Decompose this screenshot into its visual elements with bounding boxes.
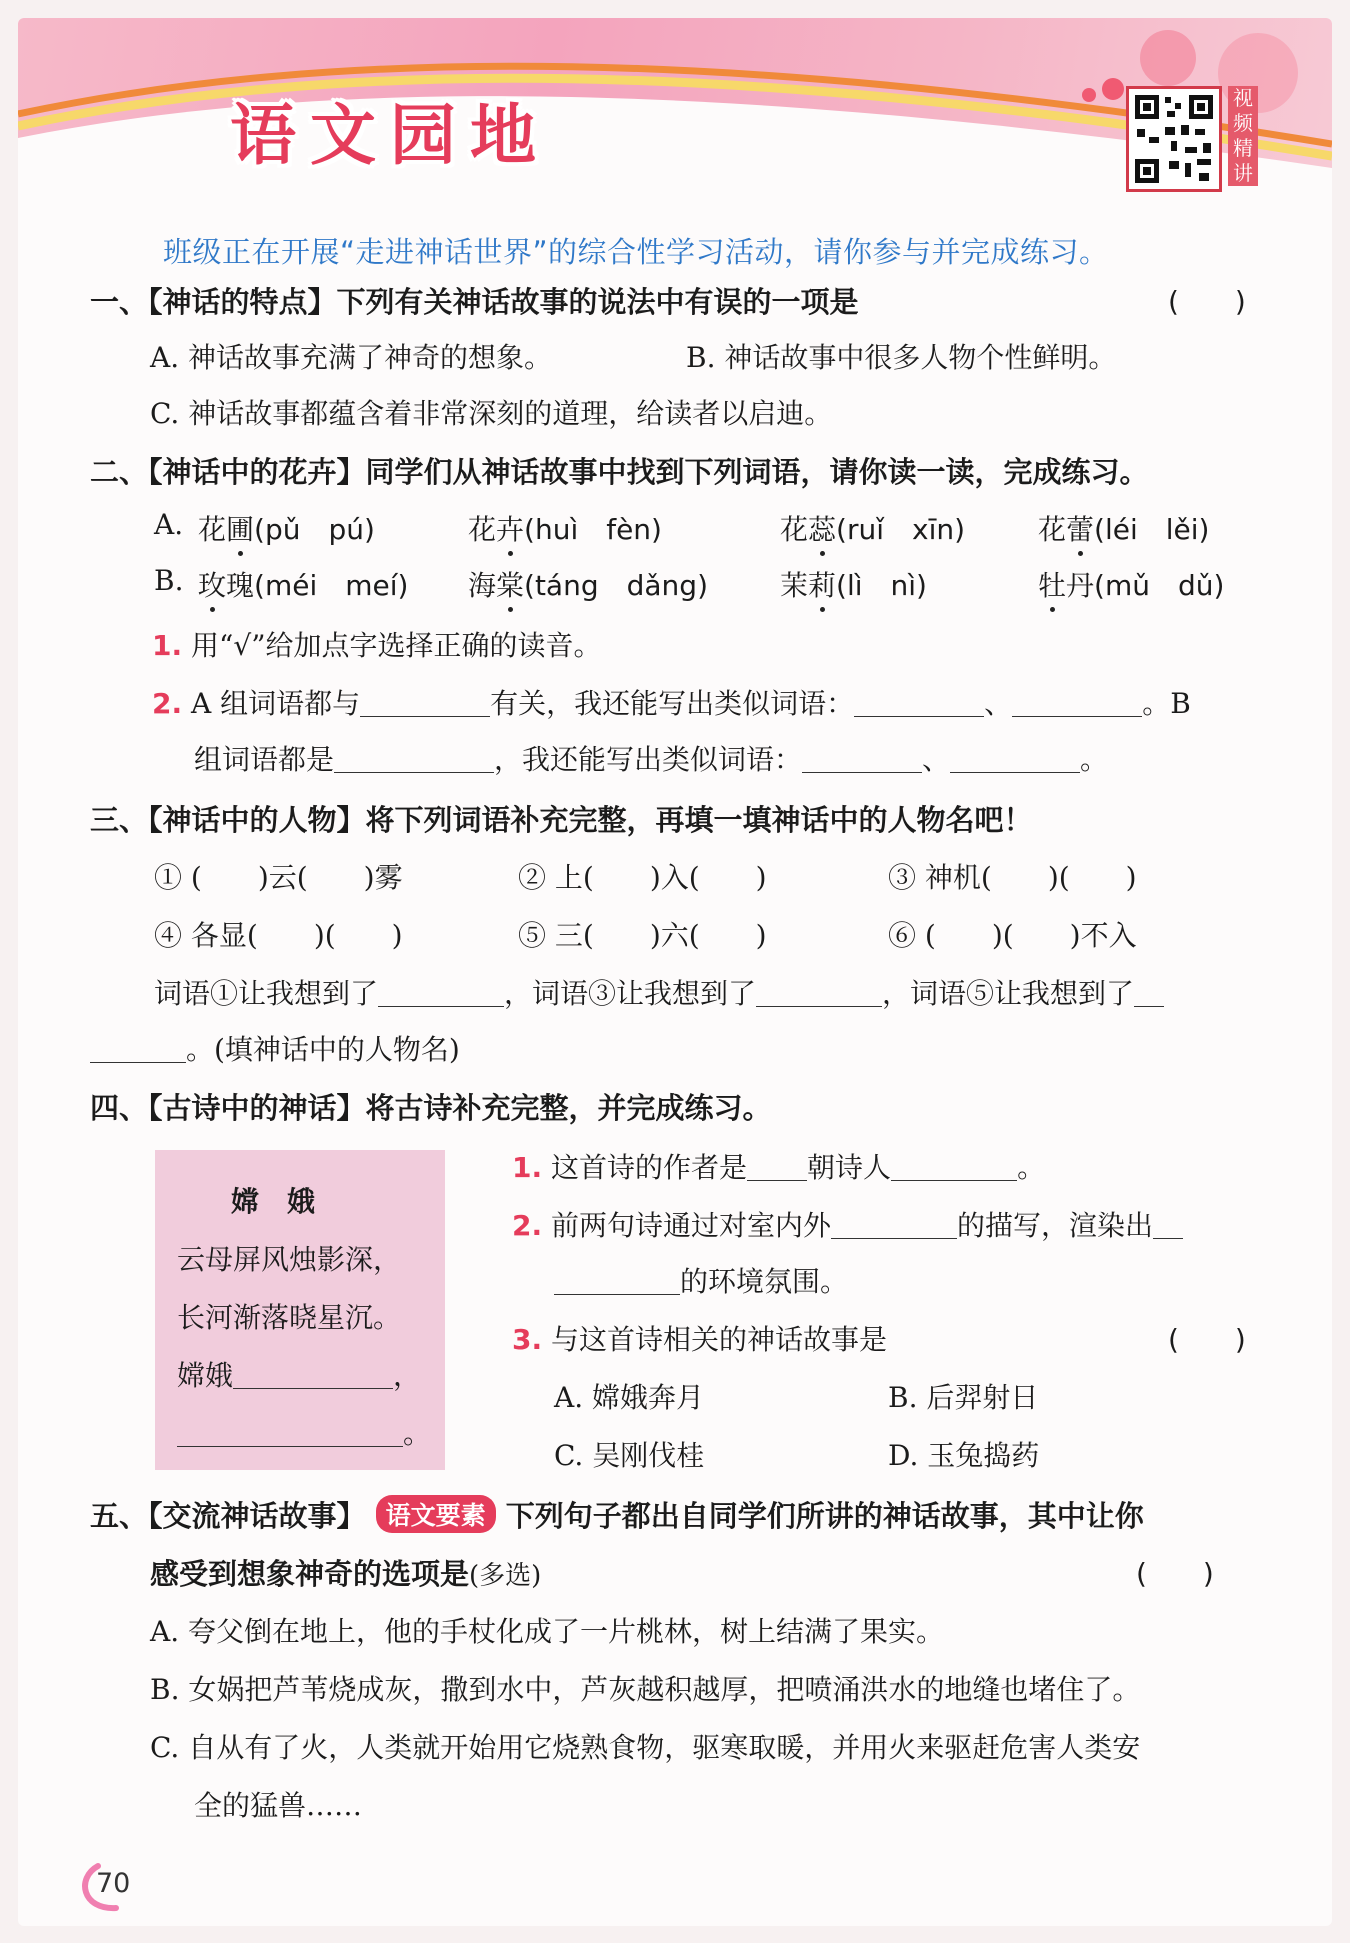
option-b: B. 女娲把芦苇烧成灰，撒到水中，芦灰越积越厚，把喷涌洪水的地缝也堵住了。 — [150, 1673, 1141, 1706]
word-item[interactable]: 花卉(huì fèn) — [468, 513, 662, 546]
workbook-page — [18, 18, 1332, 1926]
fill-blank[interactable] — [1012, 688, 1142, 717]
fill-blank[interactable] — [233, 1360, 393, 1389]
page-number: 70 — [96, 1868, 131, 1899]
word-item[interactable]: 花蕾(léi lěi) — [1038, 513, 1210, 546]
fill-blank[interactable] — [90, 1034, 186, 1063]
option-b: B. 神话故事中很多人物个性鲜明。 — [686, 341, 1117, 374]
fill-blank[interactable] — [334, 744, 494, 773]
fill-blank[interactable] — [802, 744, 922, 773]
qr-code-icon[interactable] — [1126, 86, 1222, 192]
poem-line: 云母屏风烛影深， — [177, 1243, 402, 1276]
option-c: C. 神话故事都蕴含着非常深刻的道理，给读者以启迪。 — [150, 397, 833, 430]
question-5-cont: 感受到想象神奇的选项是(多选) — [150, 1557, 542, 1591]
q4-sub2: 2. 前两句诗通过对室内外 的描写，渲染出 — [512, 1204, 1183, 1244]
fill-blank[interactable] — [891, 1152, 1017, 1181]
poem-title: 嫦 娥 — [231, 1185, 316, 1218]
page-title: 语文园地 — [230, 96, 550, 174]
fill-blank[interactable] — [1153, 1210, 1183, 1239]
idiom-item[interactable]: ⑤ 三( )六( ) — [518, 919, 767, 952]
word-item[interactable]: 花圃(pǔ pú) — [198, 513, 375, 546]
word-item[interactable]: 海棠(táng dǎng) — [468, 569, 708, 602]
fill-blank[interactable] — [378, 978, 504, 1007]
option-c: C. 吴刚伐桂 — [554, 1439, 705, 1472]
answer-paren[interactable]: ( ) — [1168, 1323, 1246, 1356]
option-c-cont: 全的猛兽…… — [194, 1789, 363, 1822]
q2-sub2-cont: 组词语都是 ，我还能写出类似词语： 、 。 — [194, 743, 1109, 776]
fill-blank[interactable] — [177, 1418, 403, 1447]
q4-sub3: 3. 与这首诗相关的神话故事是 — [512, 1323, 888, 1356]
question-1: 一、【神话的特点】下列有关神话故事的说法中有误的一项是 — [90, 285, 859, 319]
fill-blank[interactable] — [360, 688, 490, 717]
question-3: 三、【神话中的人物】将下列词语补充完整，再填一填神话中的人物名吧！ — [90, 803, 1033, 837]
answer-paren[interactable]: ( ) — [1136, 1557, 1214, 1590]
row-b-label: B. — [154, 564, 184, 597]
language-element-badge: 语文要素 — [376, 1495, 496, 1533]
idiom-item[interactable]: ① ( )云( )雾 — [154, 861, 403, 894]
option-a: A. 神话故事充满了神奇的想象。 — [150, 341, 553, 374]
option-a: A. 夸父倒在地上，他的手杖化成了一片桃林，树上结满了果实。 — [150, 1615, 945, 1648]
word-item[interactable]: 花蕊(ruǐ xīn) — [780, 513, 966, 546]
poem-card — [155, 1150, 445, 1470]
q2-sub2: 2. A 组词语都与 有关，我还能写出类似词语： 、 。B — [152, 687, 1191, 720]
poem-line: 长河渐落晓星沉。 — [177, 1301, 402, 1334]
fill-blank[interactable] — [831, 1210, 957, 1239]
q2-sub1: 1. 用“√”给加点字选择正确的读音。 — [152, 629, 602, 662]
question-5: 五、【交流神话故事】 语文要素 下列句子都出自同学们所讲的神话故事，其中让你 — [90, 1494, 1144, 1535]
decor-dot — [1082, 88, 1096, 102]
answer-paren[interactable]: ( ) — [1168, 285, 1246, 318]
row-a-label: A. — [154, 508, 184, 541]
q3-fill: 词语①让我想到了 ，词语③让我想到了 ，词语⑤让我想到了 — [154, 972, 1164, 1012]
q3-fill-cont: 。(填神话中的人物名) — [90, 1028, 460, 1068]
fill-blank[interactable] — [854, 688, 984, 717]
option-a: A. 嫦娥奔月 — [554, 1381, 705, 1414]
q4-sub1: 1. 这首诗的作者是 朝诗人 。 — [512, 1151, 1046, 1184]
fill-blank[interactable] — [950, 744, 1080, 773]
fill-blank[interactable] — [756, 978, 882, 1007]
idiom-item[interactable]: ⑥ ( )( )不入 — [888, 919, 1137, 952]
q4-sub2-cont: 的环境氛围。 — [554, 1260, 848, 1300]
option-b: B. 后羿射日 — [888, 1381, 1039, 1414]
option-c: C. 自从有了火，人类就开始用它烧熟食物，驱寒取暖，并用火来驱赶危害人类安 — [150, 1731, 1141, 1764]
poem-line: 。 — [177, 1412, 431, 1452]
question-4: 四、【古诗中的神话】将古诗补充完整，并完成练习。 — [90, 1091, 772, 1125]
idiom-item[interactable]: ② 上( )入( ) — [518, 861, 767, 894]
option-d: D. 玉兔捣药 — [888, 1439, 1040, 1472]
question-2: 二、【神话中的花卉】同学们从神话故事中找到下列词语，请你读一读，完成练习。 — [90, 455, 1149, 489]
video-lecture-label: 视 频 精 讲 — [1228, 86, 1258, 186]
fill-blank[interactable] — [554, 1266, 680, 1295]
word-item[interactable]: 玫瑰(méi meí) — [198, 569, 409, 602]
idiom-item[interactable]: ④ 各显( )( ) — [154, 919, 403, 952]
word-item[interactable]: 茉莉(lì nì) — [780, 569, 927, 602]
decor-dot — [1102, 78, 1124, 100]
poem-line: 嫦娥 ， — [177, 1359, 422, 1392]
fill-blank[interactable] — [747, 1152, 807, 1181]
word-item[interactable]: 牡丹(mǔ dǔ) — [1038, 569, 1225, 602]
intro-text: 班级正在开展“走进神话世界”的综合性学习活动，请你参与并完成练习。 — [163, 235, 1109, 269]
idiom-item[interactable]: ③ 神机( )( ) — [888, 861, 1137, 894]
fill-blank[interactable] — [1134, 978, 1164, 1007]
header-banner — [18, 18, 1332, 193]
